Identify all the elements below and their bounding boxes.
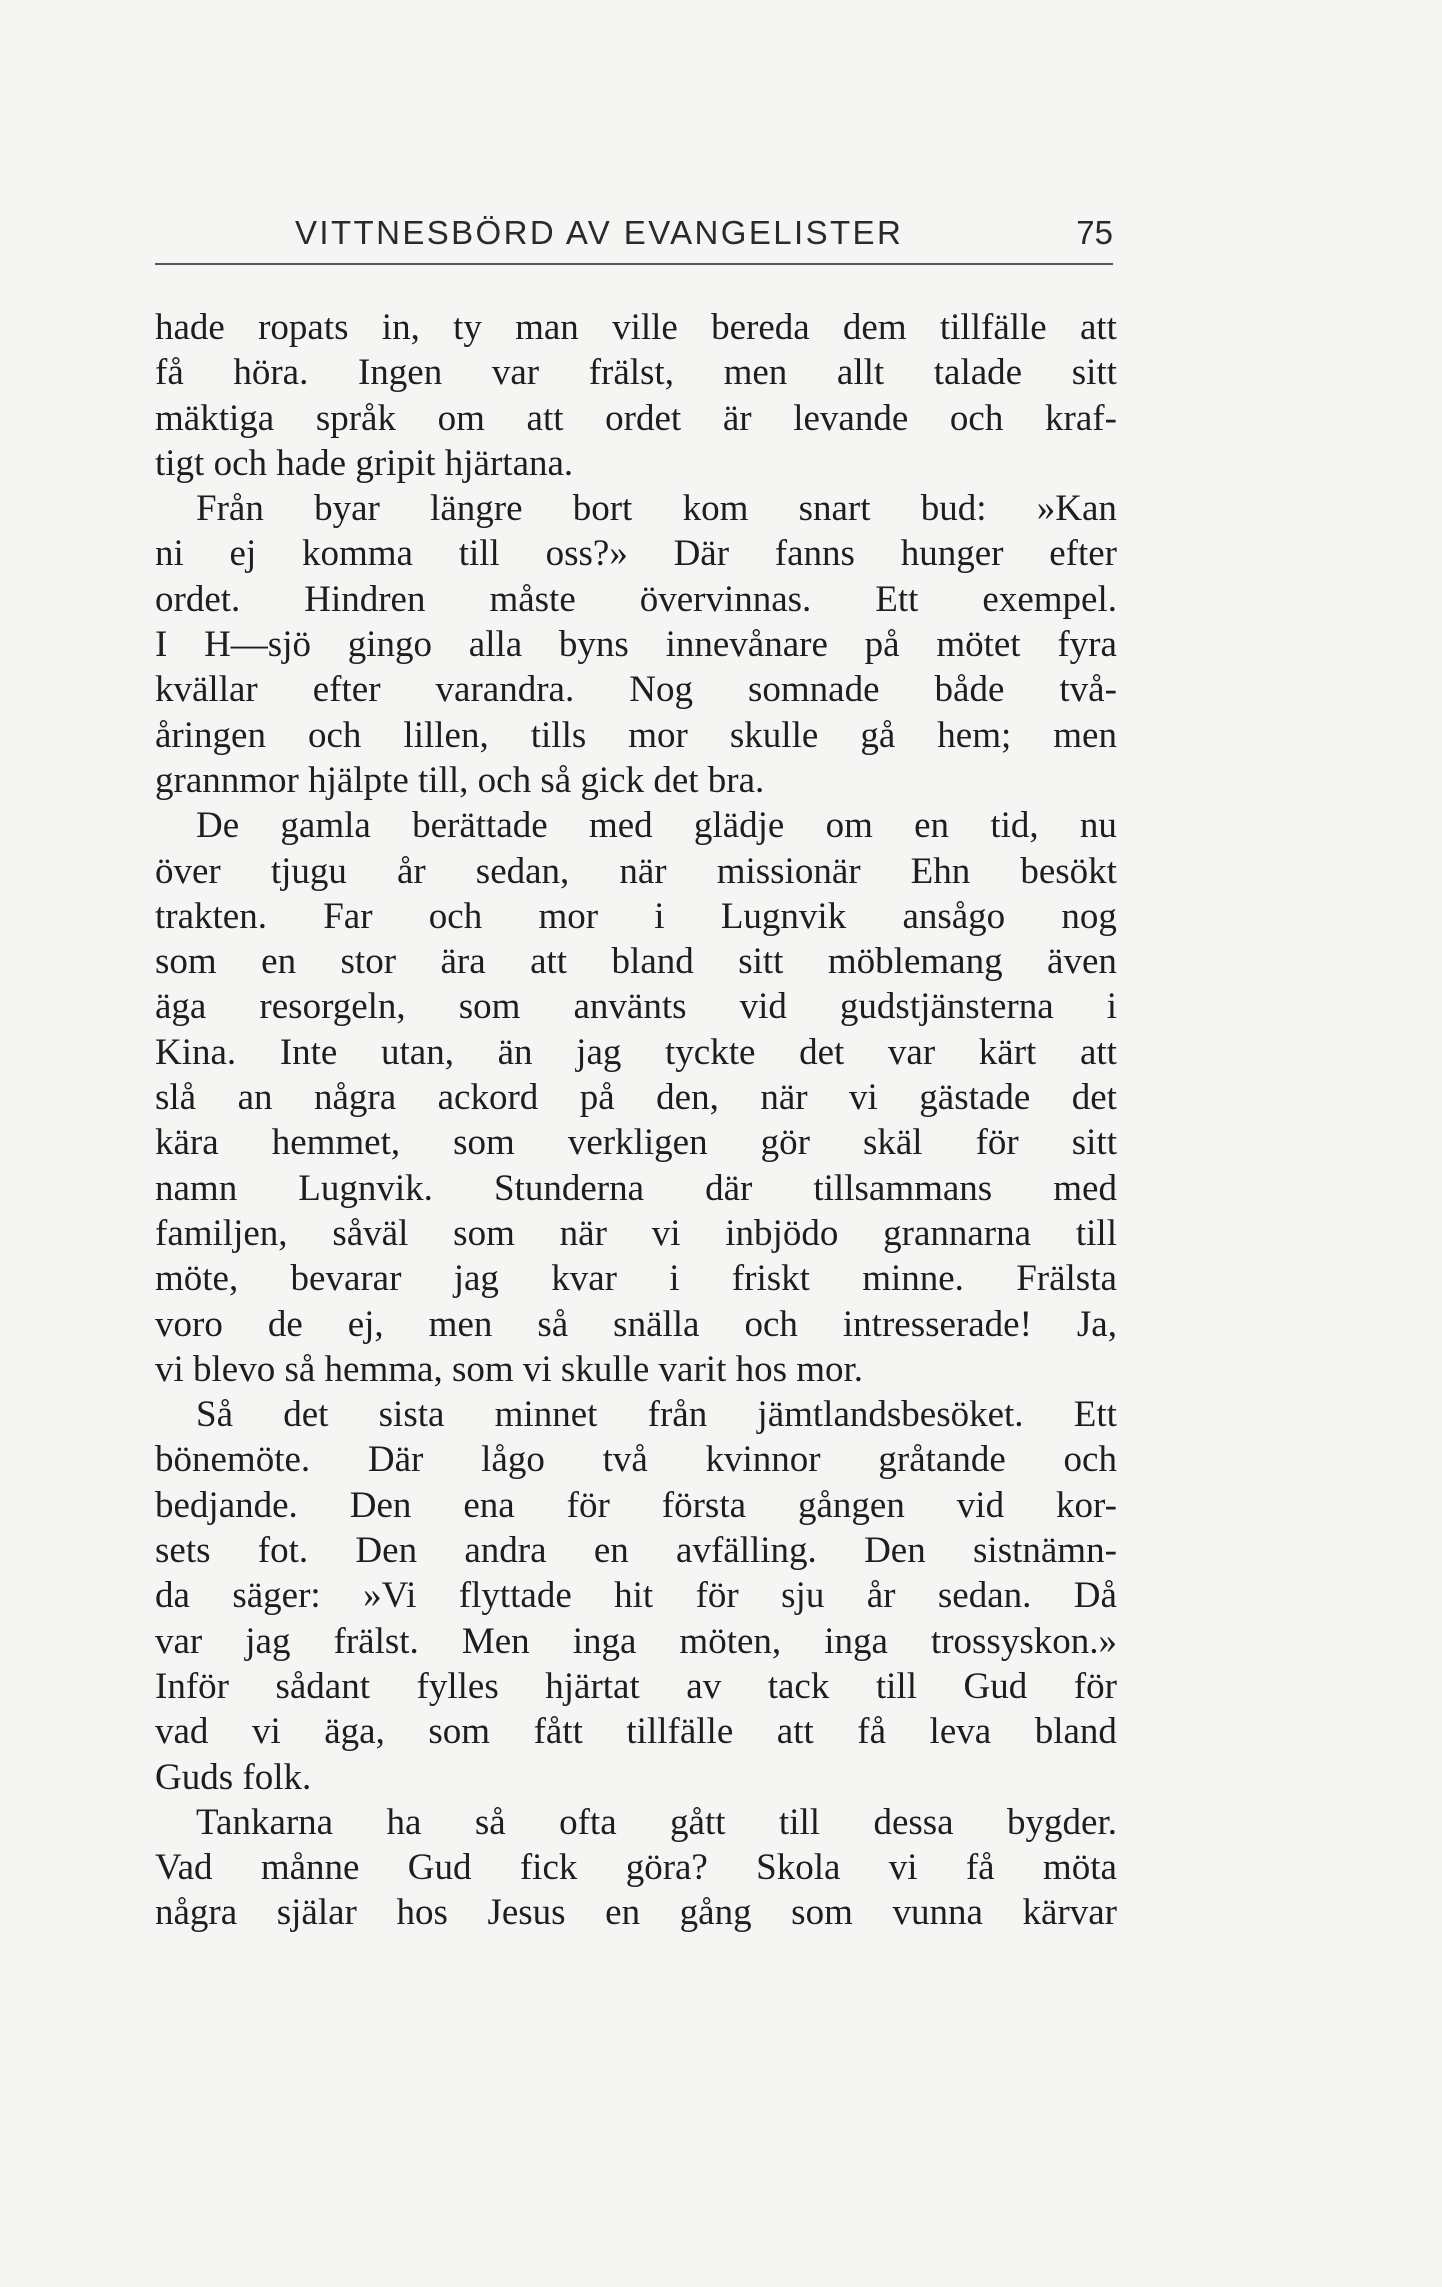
text-line: slå an några ackord på den, när vi gästade det [155, 1077, 1117, 1119]
text-line: De gamla berättade med glädje om en tid, nu [196, 805, 1117, 847]
text-line: ordet. Hindren måste övervinnas. Ett exempel. [155, 578, 1117, 620]
text-line: tigt och hade gripit hjärtana. [155, 442, 574, 484]
text-line: kvällar efter varandra. Nog somnade både två- [155, 669, 1117, 711]
text-line: över tjugu år sedan, när missionär Ehn besökt [155, 850, 1117, 892]
text-line: familjen, såväl som när vi inbjödo grannarna till [155, 1212, 1117, 1254]
text-line: Kina. Inte utan, än jag tyckte det var kärt att [155, 1031, 1117, 1073]
text-line: bedjande. Den ena för första gången vid kor- [155, 1484, 1117, 1526]
text-line: grannmor hjälpte till, och så gick det bra. [155, 759, 765, 801]
text-line: var jag frälst. Men inga möten, inga trossyskon.» [155, 1620, 1117, 1662]
text-line: som en stor ära att bland sitt möblemang även [155, 941, 1117, 983]
text-line: få höra. Ingen var frälst, men allt talade sitt [155, 352, 1117, 394]
text-line: Från byar längre bort kom snart bud: »Kan [196, 488, 1117, 530]
text-line: Guds folk. [155, 1756, 312, 1798]
text-line: trakten. Far och mor i Lugnvik ansågo nog [155, 895, 1117, 937]
text-line: bönemöte. Där lågo två kvinnor gråtande och [155, 1439, 1117, 1481]
header-rule [155, 263, 1113, 265]
text-line: åringen och lillen, tills mor skulle gå hem; men [155, 714, 1117, 756]
text-line: hade ropats in, ty man ville bereda dem tillfälle att [155, 307, 1117, 348]
text-line: ni ej komma till oss?» Där fanns hunger efter [155, 533, 1117, 575]
text-line: vi blevo så hemma, som vi skulle varit hos mor. [155, 1348, 864, 1390]
text-line: mäktiga språk om att ordet är levande och kraf- [155, 397, 1117, 439]
text-line: da säger: »Vi flyttade hit för sju år sedan. Då [155, 1575, 1117, 1617]
running-head [155, 208, 1113, 258]
text-line: Så det sista minnet från jämtlandsbesöket. Ett [196, 1394, 1117, 1436]
text-line: några själar hos Jesus en gång som vunna kärvar [155, 1892, 1117, 1934]
body-text [155, 305, 1117, 1936]
text-line: möte, bevarar jag kvar i friskt minne. Frälsta [155, 1258, 1117, 1300]
text-line: vad vi äga, som fått tillfälle att få leva bland [155, 1711, 1117, 1753]
text-line: I H—sjö gingo alla byns innevånare på mötet fyra [155, 624, 1117, 666]
text-line: kära hemmet, som verkligen gör skäl för sitt [155, 1122, 1117, 1164]
text-line: Tankarna ha så ofta gått till dessa bygder. [196, 1801, 1117, 1843]
text-line: namn Lugnvik. Stunderna där tillsammans med [155, 1167, 1117, 1209]
running-title: VITTNESBÖRD AV EVANGELISTER [295, 214, 904, 251]
text-line: sets fot. Den andra en avfälling. Den sistnämn- [155, 1530, 1117, 1572]
text-line: Vad månne Gud fick göra? Skola vi få möta [155, 1847, 1117, 1889]
page-number: 75 [1076, 214, 1113, 251]
text-line: äga resorgeln, som använts vid gudstjänsterna i [155, 986, 1117, 1028]
text-line: Inför sådant fylles hjärtat av tack till Gud för [155, 1665, 1117, 1707]
text-line: voro de ej, men så snälla och intresserade! Ja, [155, 1303, 1117, 1345]
